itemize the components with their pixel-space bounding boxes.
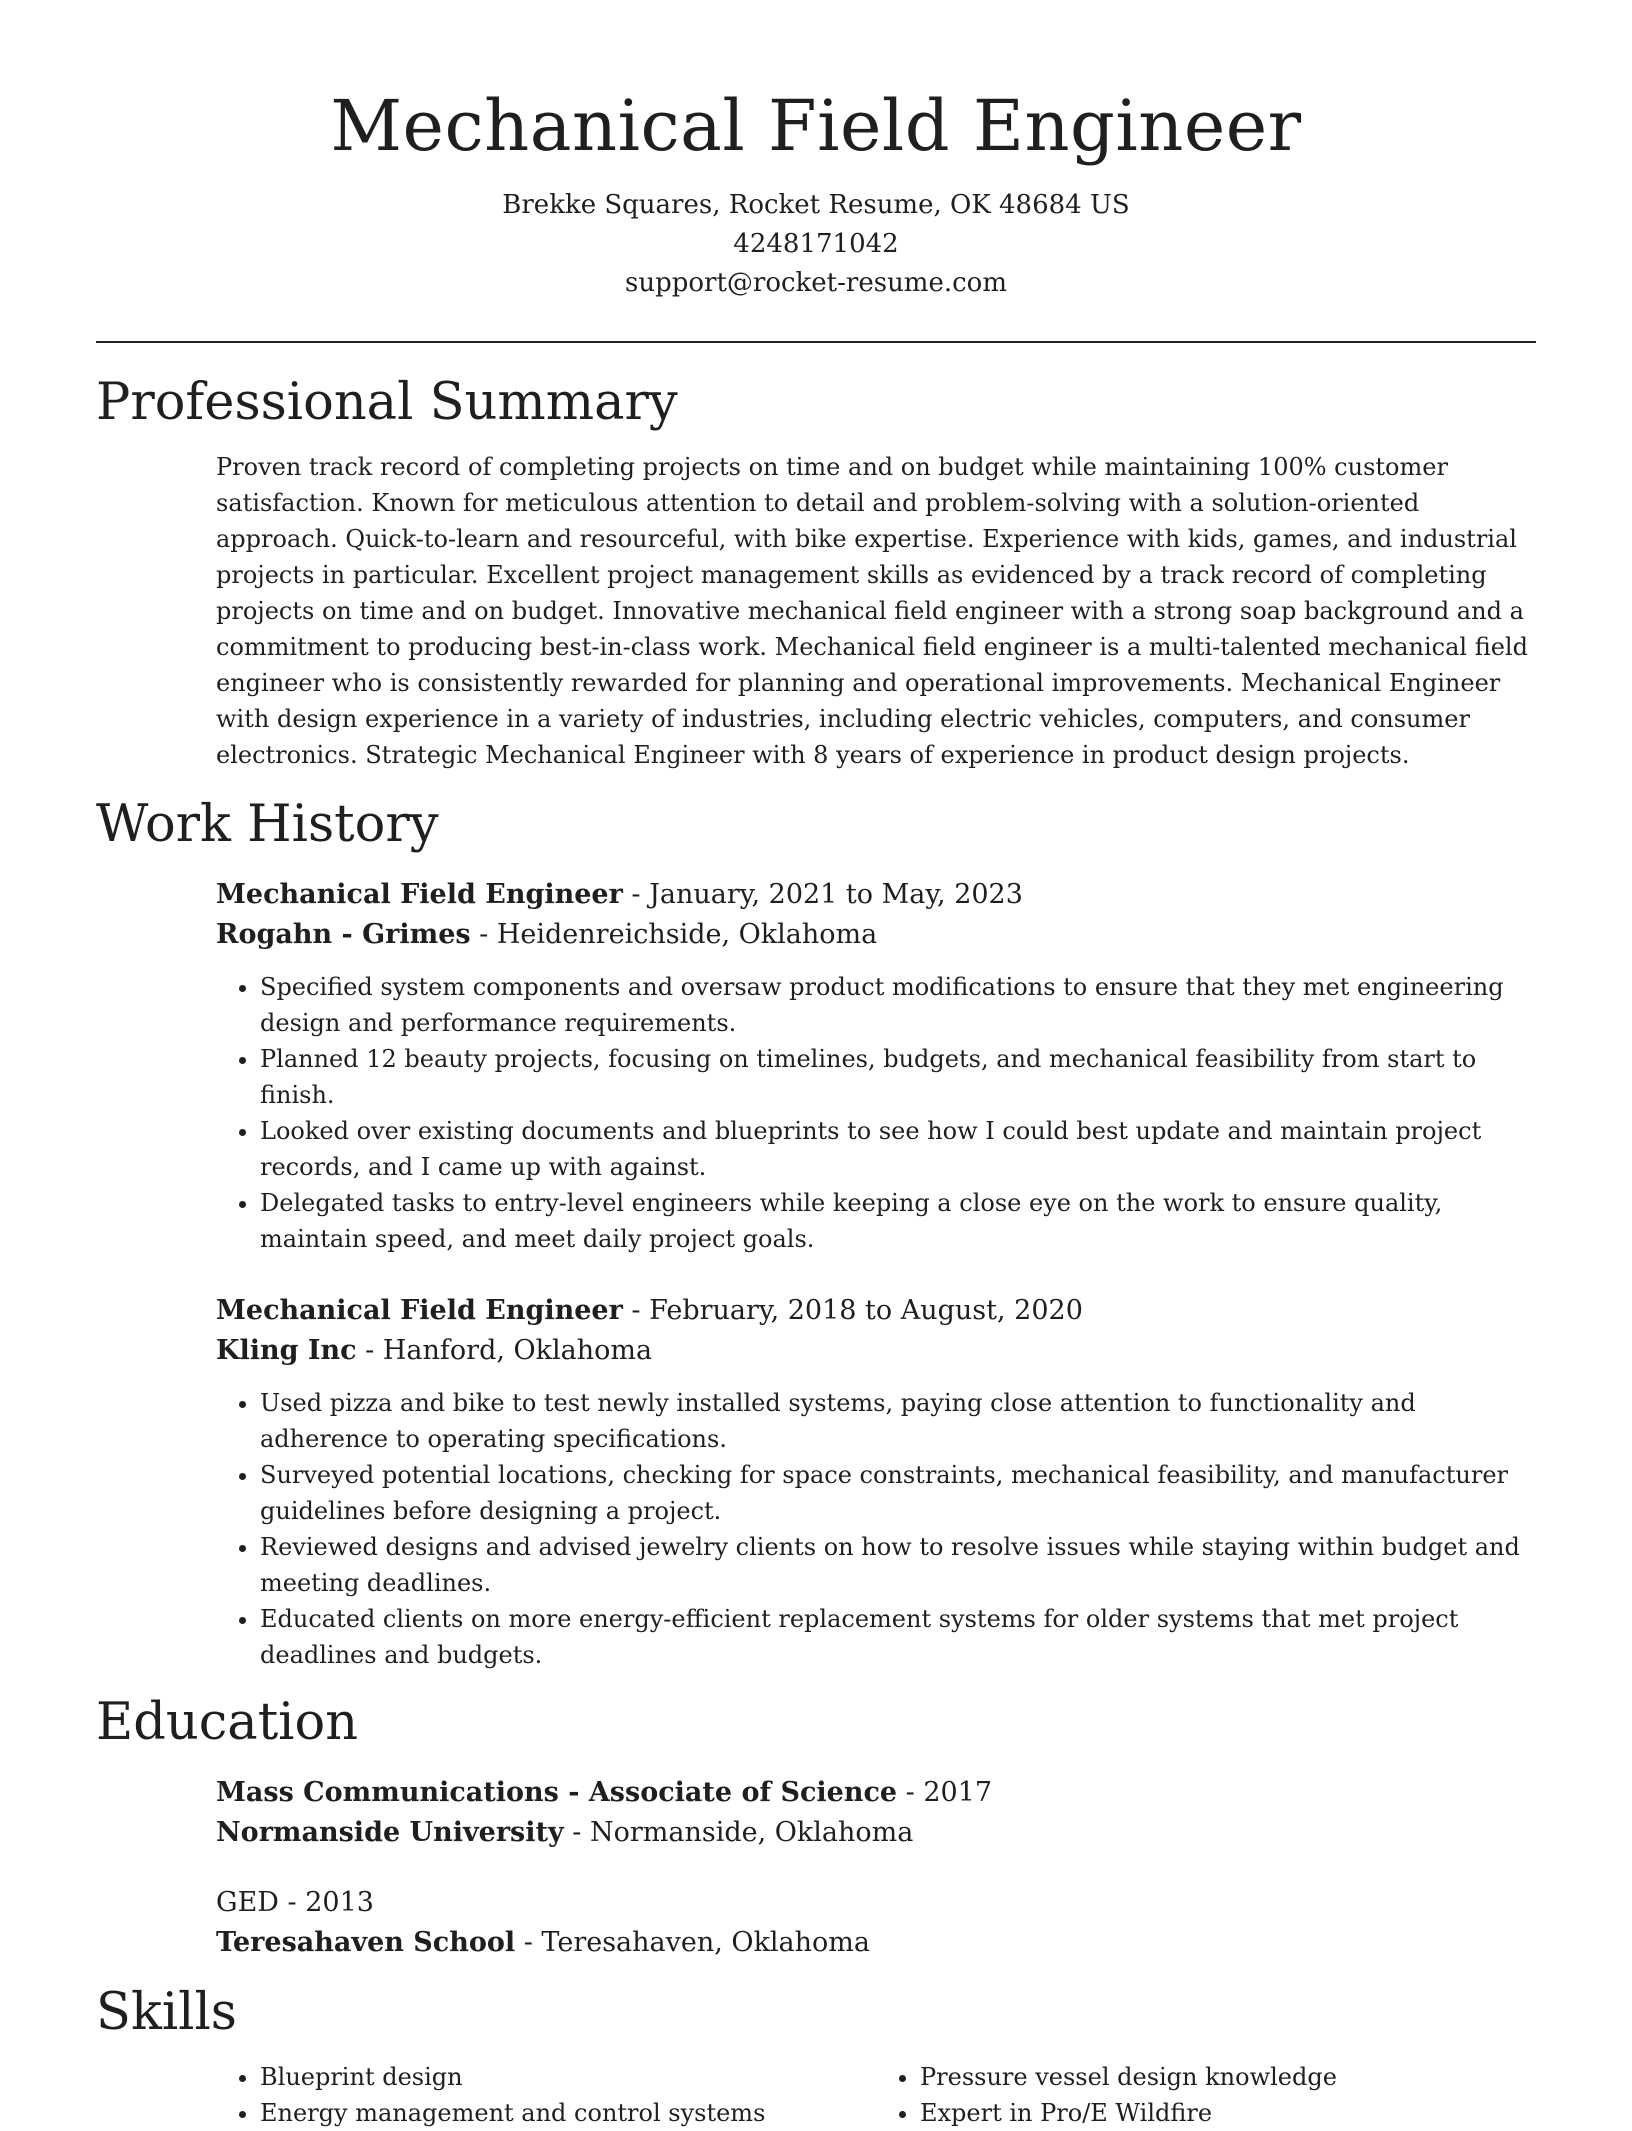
job-bullets xyxy=(216,1385,1536,1673)
degree-name: GED xyxy=(216,1887,279,1918)
degree-line xyxy=(216,1883,1536,1923)
list-item: • Used pizza and bike to test newly installed systems, paying close attention to functionality and adherence to operating specifications. xyxy=(260,1385,1536,1457)
summary-heading: Professional Summary xyxy=(96,373,678,432)
list-item: • Educated clients on more energy-efficient replacement systems for older systems that met project deadlines and budgets. xyxy=(260,1601,1536,1673)
job-company-line xyxy=(216,915,1536,955)
contact-info xyxy=(96,186,1536,303)
job-location: - Heidenreichside, Oklahoma xyxy=(470,919,878,950)
skills-column-left xyxy=(216,2059,876,2131)
degree-year: - 2017 xyxy=(897,1777,993,1808)
work-history-heading: Work History xyxy=(96,795,439,854)
header-divider xyxy=(96,341,1536,343)
education-heading: Education xyxy=(96,1693,359,1752)
job-company: Rogahn - Grimes xyxy=(216,919,471,950)
education-entry xyxy=(216,1773,1536,1853)
job-company: Kling Inc xyxy=(216,1335,357,1366)
job-entry xyxy=(216,875,1536,1257)
list-item: • Blueprint design xyxy=(260,2059,876,2095)
job-dates: - January, 2021 to May, 2023 xyxy=(622,879,1023,910)
list-item: • Planned 12 beauty projects, focusing on timelines, budgets, and mechanical feasibility from start to finish. xyxy=(260,1041,1536,1113)
list-item: • Looked over existing documents and blueprints to see how I could best update and maintain project records, and I came up with against. xyxy=(260,1113,1536,1185)
degree-year: - 2013 xyxy=(278,1887,374,1918)
skills-column-right xyxy=(876,2059,1536,2131)
job-role: Mechanical Field Engineer xyxy=(216,1295,623,1326)
candidate-title: Mechanical Field Engineer xyxy=(330,85,1302,167)
phone-line: 4248171042 xyxy=(733,229,899,259)
job-bullets xyxy=(216,969,1536,1257)
email-line: support@rocket-resume.com xyxy=(624,268,1007,298)
school-name: Normanside University xyxy=(216,1817,564,1848)
skills-heading: Skills xyxy=(96,1983,237,2042)
resume-page xyxy=(96,0,1536,2131)
school-name: Teresahaven School xyxy=(216,1927,516,1958)
list-item: • Pressure vessel design knowledge xyxy=(920,2059,1536,2095)
education-section xyxy=(96,1691,1536,1963)
job-entry xyxy=(216,1291,1536,1673)
degree-name: Mass Communications - Associate of Science xyxy=(216,1777,898,1808)
job-dates: - February, 2018 to August, 2020 xyxy=(622,1295,1083,1326)
skills-section xyxy=(96,1981,1536,2131)
school-line xyxy=(216,1813,1536,1853)
job-company-line xyxy=(216,1331,1536,1371)
education-entry xyxy=(216,1883,1536,1963)
job-role-line xyxy=(216,875,1536,915)
skills-grid xyxy=(216,2059,1536,2131)
list-item: • Energy management and control systems xyxy=(260,2095,876,2131)
list-item: • Reviewed designs and advised jewelry clients on how to resolve issues while staying within budget and meeting deadlines. xyxy=(260,1529,1536,1601)
summary-text: Proven track record of completing projects on time and on budget while maintaining 100% customer satisfaction. Known for meticulous attention to detail and problem-solving with a solution-oriented approach. Quick-to-learn and resourceful, with bike expertise. Experience with kids, games, and industrial projects in particular. Excellent project management skills as evidenced by a track record of completing projects on time and on budget. Innovative mechanical field engineer with a strong soap background and a commitment to producing best-in-class work. Mechanical field engineer is a multi-talented mechanical field engineer who is consistently rewarded for planning and operational improvements. Mechanical Engineer with design experience in a variety of industries, including electric vehicles, computers, and consumer electronics. Strategic Mechanical Engineer with 8 years of experience in product design projects. xyxy=(216,453,1528,769)
list-item: • Surveyed potential locations, checking for space constraints, mechanical feasibility, and manufacturer guidelines before designing a project. xyxy=(260,1457,1536,1529)
address-line: Brekke Squares, Rocket Resume, OK 48684 US xyxy=(502,190,1130,220)
school-location: - Teresahaven, Oklahoma xyxy=(515,1927,871,1958)
work-history-section xyxy=(96,793,1536,1673)
school-location: - Normanside, Oklahoma xyxy=(563,1817,914,1848)
degree-line xyxy=(216,1773,1536,1813)
school-line xyxy=(216,1923,1536,1963)
list-item: • Expert in Pro/E Wildfire xyxy=(920,2095,1536,2131)
resume-header xyxy=(96,0,1536,303)
list-item: • Delegated tasks to entry-level engineers while keeping a close eye on the work to ensure quality, maintain speed, and meet daily project goals. xyxy=(260,1185,1536,1257)
summary-section xyxy=(96,371,1536,773)
job-location: - Hanford, Oklahoma xyxy=(356,1335,653,1366)
job-role-line xyxy=(216,1291,1536,1331)
list-item: • Specified system components and oversaw product modifications to ensure that they met engineering design and performance requirements. xyxy=(260,969,1536,1041)
job-role: Mechanical Field Engineer xyxy=(216,879,623,910)
